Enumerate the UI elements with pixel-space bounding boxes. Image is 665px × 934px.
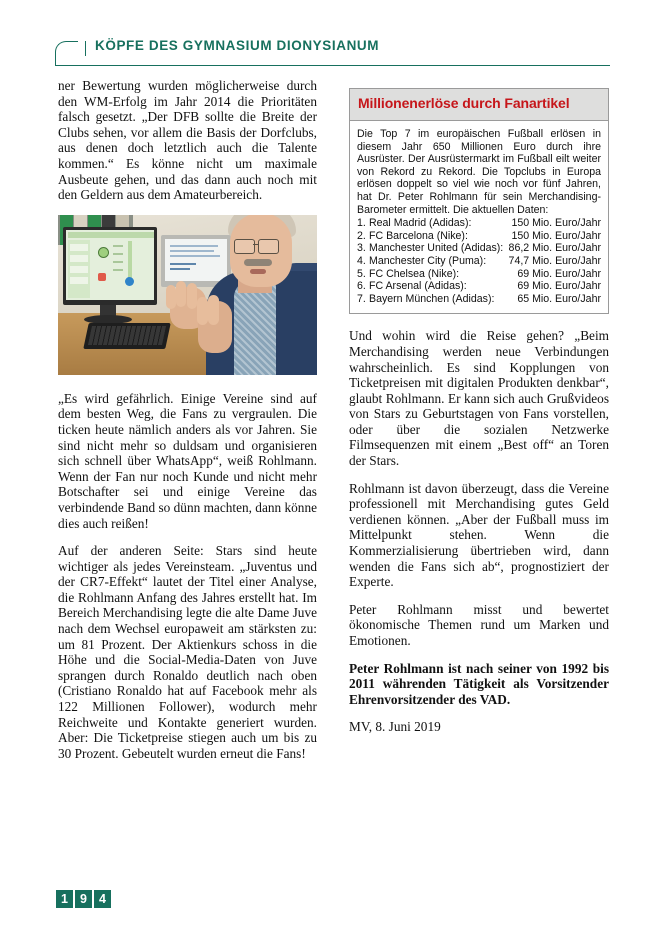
club-amount: 150 Mio. Euro/Jahr	[511, 217, 601, 230]
article-photo	[58, 215, 317, 375]
photo-screen-row	[113, 253, 123, 255]
paragraph-ueberzeugt: Rohlmann ist davon überzeugt, dass die Vereine professionell mit Merchandising gutes Geld verdienen können. „Aber der Fußball muss im Mittelpunkt stehen. Wenn die Kommerzialisierung übertrieben wird, dann wenden die Fans sich ab“, prognostiziert der Experte.	[349, 480, 609, 590]
club-amount: 69 Mio. Euro/Jahr	[517, 267, 601, 280]
photo-screen-gauge-handle	[125, 277, 134, 286]
page-title: KÖPFE DES GYMNASIUM DIONYSIANUM	[95, 38, 380, 53]
infobox-title: Millionenerlöse durch Fanartikel	[358, 95, 570, 111]
photo-screen-row	[113, 269, 123, 271]
photo-screen-card	[70, 255, 88, 262]
club-amount: 150 Mio. Euro/Jahr	[511, 229, 601, 242]
club-rank: 2.	[357, 229, 366, 242]
paragraph-quote-fans: „Es wird gefährlich. Einige Vereine sind auf dem besten Weg, die Fans zu vergraulen. Die ticken heute nämlich anders als vor Jahren. Sie sind nicht mehr so duldsam und organisieren sich schnell über WhatsApp“, weiß Rohlmann. Wenn der Fan nur noch Kunde und nicht mehr Botschafter sei und einige Vereine das verbindende Band so dünn machten, dann könne dies auch reißen!	[58, 390, 317, 531]
photo-person-glasses-right	[258, 239, 279, 254]
club-amount: 74,7 Mio. Euro/Jahr	[508, 254, 601, 267]
club-rank: 1.	[357, 217, 366, 230]
photo-person-glasses-left	[234, 239, 255, 254]
running-header	[55, 38, 610, 68]
club-rank: 3.	[357, 242, 366, 255]
photo-person-glasses-bridge	[253, 244, 259, 245]
club-name: Real Madrid (Adidas):	[369, 217, 472, 230]
club-name: Manchester United (Adidas):	[369, 242, 504, 255]
photo-screen-ball-icon	[98, 247, 109, 258]
table-row	[357, 293, 601, 306]
page-number	[56, 890, 111, 908]
infobox-header	[350, 89, 608, 121]
page-number-digit: 1	[56, 890, 73, 908]
photo-screen-text-line	[170, 268, 190, 270]
page-number-digit: 9	[75, 890, 92, 908]
photo-screen-row	[113, 261, 123, 263]
photo-person-finger	[166, 285, 176, 309]
infobox-fanartikel	[349, 88, 609, 314]
infobox-intro-text: Die Top 7 im europäischen Fußball erlösen in diesem Jahr 650 Millionen Euro durch ihre Ausrüster. Der Ausrüstermarkt im Fußball eilt weiter von Rekord zu Rekord. Die Topclubs in Europa erlösen doppelt so viel wie noch vor fünf Jahren, hat Dr. Peter Rohlmann für sein Merchandising-Barometer ermittelt. Die aktuellen Daten:	[357, 128, 601, 216]
table-row	[357, 217, 601, 230]
photo-person-mouth	[250, 269, 266, 274]
photo-screen-card	[70, 266, 88, 273]
club-revenue-table-body	[357, 217, 601, 305]
table-row	[357, 230, 601, 243]
table-row	[357, 280, 601, 293]
header-corner-decoration	[55, 41, 78, 66]
byline: MV, 8. Juni 2019	[349, 719, 441, 735]
photo-screen-card	[70, 244, 88, 251]
photo-keyboard-keys	[88, 326, 166, 345]
photo-person-shirt	[234, 281, 276, 375]
club-rank: 5.	[357, 267, 366, 280]
club-rank: 7.	[357, 292, 366, 305]
table-row	[357, 268, 601, 281]
club-name: Manchester City (Puma):	[369, 254, 487, 267]
paragraph-biography-note: Peter Rohlmann ist nach seiner von 1992 bis 2011 währenden Tätigkeit als Vorsitzender Ehrenvorsitzender des VAD.	[349, 660, 609, 707]
right-column	[349, 88, 609, 735]
photo-screen-row	[113, 245, 123, 247]
paragraph-oekonomie: Peter Rohlmann misst und bewertet ökonomische Themen rund um Marken und Emotionen.	[349, 601, 609, 648]
club-rank: 4.	[357, 254, 366, 267]
infobox-body	[350, 121, 608, 313]
club-revenue-table	[357, 217, 601, 305]
photo-screen-alert-icon	[98, 273, 106, 281]
club-amount: 69 Mio. Euro/Jahr	[517, 280, 601, 293]
left-column	[58, 78, 317, 761]
header-rule	[55, 65, 610, 66]
paragraph-reise: Und wohin wird die Reise gehen? „Beim Merchandising werden neue Verbindungen wahrscheinlich. Es sind Kopplungen von Ticketpreisen mit digitalen Produkten denkbar“, glaubt Rohlmann. Er kann sich auch Grußvideos von Stars zu Geburtstagen von Fans vorstellen, oder über die sozialen Netzwerke Filmsequenzen mit einem „Best off“ an Toren der Stars.	[349, 328, 609, 469]
photo-person-finger	[176, 281, 186, 307]
club-name: Bayern München (Adidas):	[369, 292, 495, 305]
paragraph-continuation: ner Bewertung wurden möglicherweise durch den WM-Erfolg im Jahr 2014 die Prioritäten falsch gesetzt. „Der DFB sollte die Breite der Clubs sehen, vor allem die Basis der Dorfclubs, aus denen doch letztlich auch die Talente kommen.“ Es könne nicht um maximale Ausbeute gehen, und das dann auch noch mit den Geldern aus dem Amateurbereich.	[58, 78, 317, 203]
photo-screen-text-line	[170, 250, 214, 252]
paragraph-stars: Auf der anderen Seite: Stars sind heute wichtiger als jedes Vereinsteam. „Juventus und der CR7-Effekt“ lautet der Titel einer Analyse, die Rohlmann Anfang des Jahres erstellt hat. Im Bereich Merchandising legte die alte Dame Juve nach dem Wechsel europaweit am stärksten zu: um 81 Prozent. Der Aktienkurs schoss in die Höhe und die Social-Media-Daten von Juve sprangen durch Ronaldo deutlich nach oben (Cristiano Ronaldo hat auf Facebook mehr als 122 Millionen Follower), wodurch mehr Reichweite und Kontakte generiert wurden. Aber: Die Ticketpreise stiegen auch um bis zu 30 Prozent. Gebeutelt wurden erneut die Fans!	[58, 543, 317, 761]
photo-person-mustache	[244, 259, 272, 266]
header-tick-decoration	[85, 41, 86, 56]
club-name: FC Chelsea (Nike):	[369, 267, 460, 280]
club-name: FC Barcelona (Nike):	[369, 229, 468, 242]
photo-screen-card	[70, 277, 88, 284]
photo-screen-text-line	[170, 255, 220, 257]
photo-person-finger	[208, 295, 219, 325]
photo-person-finger	[187, 283, 197, 309]
photo-screen-text-line	[170, 245, 218, 247]
club-name: FC Arsenal (Adidas):	[369, 280, 467, 293]
club-amount: 86,2 Mio. Euro/Jahr	[508, 242, 601, 255]
table-row	[357, 242, 601, 255]
photo-screen-toolbar	[68, 232, 154, 238]
club-amount: 65 Mio. Euro/Jahr	[517, 292, 601, 305]
page-number-digit: 4	[94, 890, 111, 908]
photo-person-finger	[197, 297, 208, 325]
club-rank: 6.	[357, 280, 366, 293]
table-row	[357, 255, 601, 268]
photo-screen-text-line	[170, 263, 196, 265]
